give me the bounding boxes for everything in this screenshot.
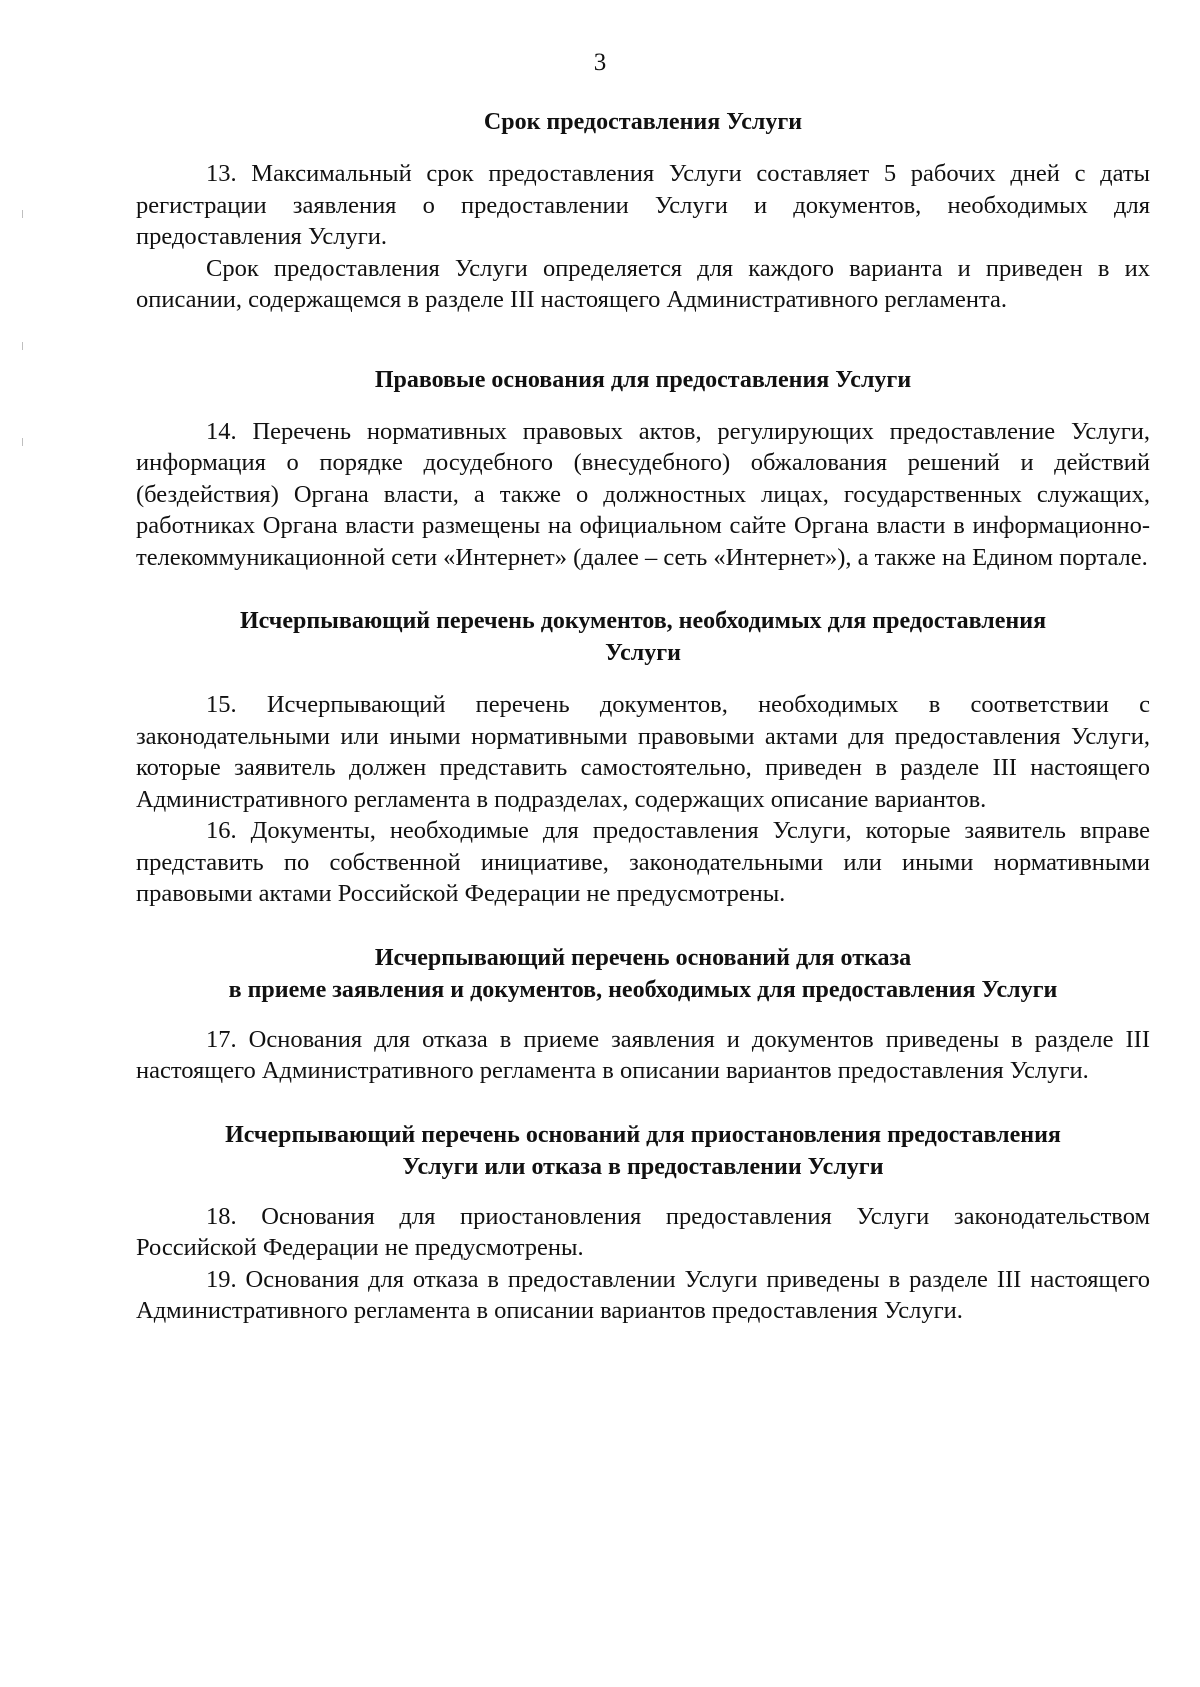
paragraph: 18. Основания для приостановления предоставления Услуги законодательством Российской Федерации не предусмотрены. — [136, 1202, 1150, 1261]
scan-mark — [22, 342, 23, 350]
paragraph: 19. Основания для отказа в предоставлении Услуги приведены в разделе III настоящего Административного регламента в описании вариантов предоставления Услуги. — [136, 1265, 1150, 1324]
paragraph: 13. Максимальный срок предоставления Услуги составляет 5 рабочих дней с даты регистрации заявления о предоставлении Услуги и документов, необходимых для предоставления Услуги. — [136, 160, 1150, 250]
section-heading — [136, 605, 1150, 669]
margin-scan-marks — [22, 0, 24, 1687]
section-heading: Срок предоставления Услуги — [483, 109, 803, 135]
section-legal-basis — [136, 364, 1150, 574]
section-heading-line: Исчерпывающий перечень оснований для приостановления предоставления — [225, 1121, 1061, 1148]
paragraph: 15. Исчерпывающий перечень документов, необходимых в соответствии с законодательными или иными нормативными правовыми актами для предоставления Услуги, которые заявитель должен представить самостоятельно, приведен в разделе III настоящего Административного регламента в подразделах, содержащих описание вариантов. — [136, 691, 1150, 813]
scan-mark — [22, 438, 23, 446]
section-heading — [136, 1119, 1150, 1183]
section-heading — [136, 942, 1150, 1006]
paragraph: 17. Основания для отказа в приеме заявления и документов приведены в разделе III настоящего Административного регламента в описании вариантов предоставления Услуги. — [136, 1025, 1150, 1084]
section-service-term — [136, 106, 1150, 316]
section-heading-line: в приеме заявления и документов, необходимых для предоставления Услуги — [228, 976, 1058, 1003]
section-required-documents — [136, 605, 1150, 910]
page-number: 3 — [593, 49, 607, 76]
paragraph: 16. Документы, необходимые для предоставления Услуги, которые заявитель вправе представить по собственной инициативе, законодательными или иными нормативными правовыми актами Российской Федерации не предусмотрены. — [136, 817, 1150, 907]
paragraph: Срок предоставления Услуги определяется для каждого варианта и приведен в их описании, содержащемся в разделе III настоящего Административного регламента. — [136, 254, 1150, 313]
document-body — [136, 106, 1150, 1327]
section-heading: Правовые основания для предоставления Услуги — [374, 366, 912, 393]
section-suspension-or-refusal — [136, 1119, 1150, 1327]
section-heading-line: Исчерпывающий перечень документов, необходимых для предоставления — [239, 608, 1047, 634]
section-heading-line: Услуги или отказа в предоставлении Услуги — [402, 1153, 884, 1180]
section-heading-line: Услуги — [605, 640, 681, 666]
paragraph: 14. Перечень нормативных правовых актов, регулирующих предоставление Услуги, информация о порядке досудебного (внесудебного) обжалования решений и действий (бездействия) Органа власти, а также о должностных лицах, государственных служащих, работниках Органа власти размещены на официальном сайте Органа власти в информационно-телекоммуникационной сети «Интернет» (далее – сеть «Интернет»), а также на Едином портале. — [136, 417, 1150, 571]
section-refusal-of-acceptance — [136, 942, 1150, 1087]
scan-mark — [22, 210, 23, 218]
section-heading-line: Исчерпывающий перечень оснований для отказа — [374, 944, 912, 971]
